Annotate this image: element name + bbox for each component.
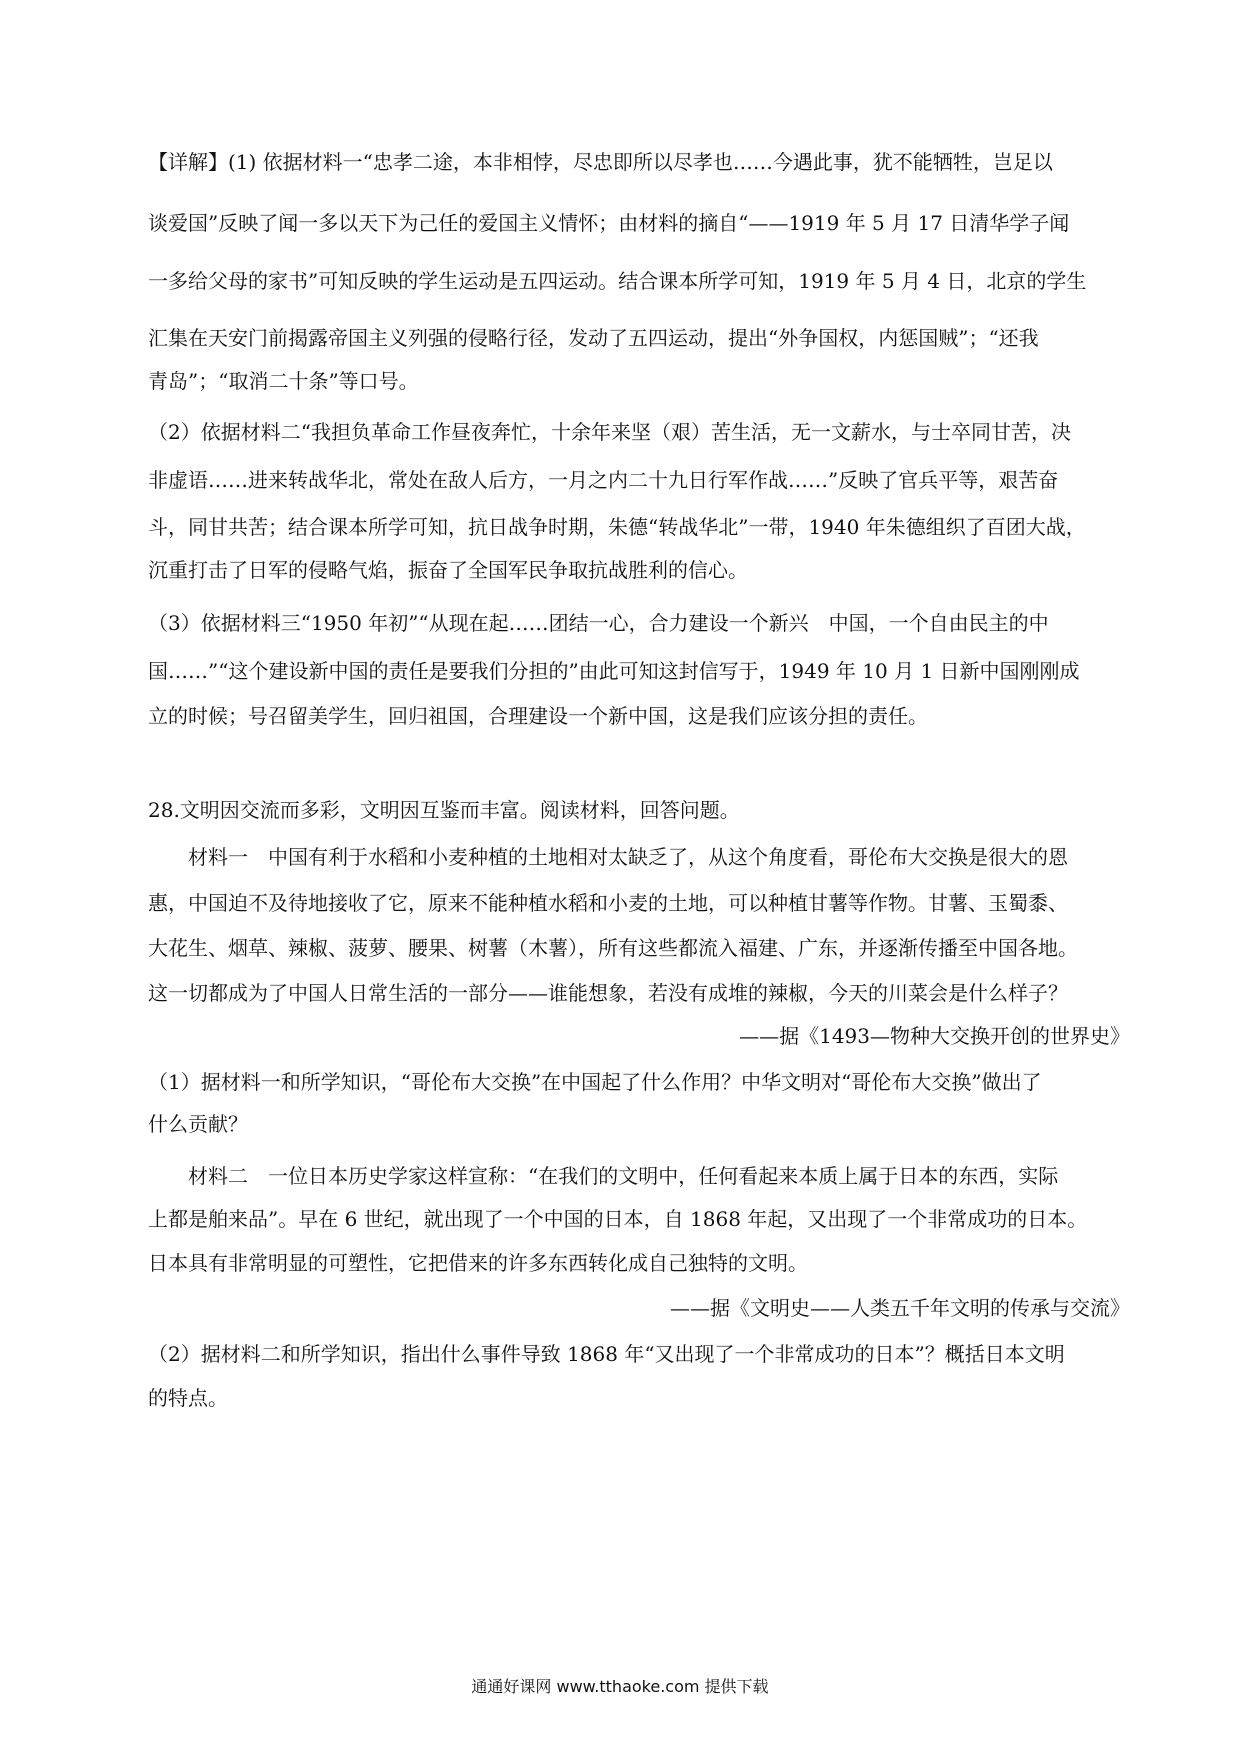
- sub-question-one: 什么贡献？: [148, 1112, 248, 1136]
- sub-question-two: （2）据材料二和所学知识，指出什么事件导致 1868 年“又出现了一个非常成功的日本”？概括日本文明: [148, 1342, 1065, 1366]
- explanation-line: 一多给父母的家书”可知反映的学生运动是五四运动。结合课本所学可知，1919 年 5 月 4 日，北京的学生: [148, 269, 1087, 293]
- material-one-line: 大花生、烟草、辣椒、菠萝、腰果、树薯（木薯），所有这些都流入福建、广东，并逐渐传播至中国各地。: [148, 936, 1078, 960]
- material-two-source: ——据《文明史——人类五千年文明的传承与交流》: [670, 1296, 1130, 1320]
- material-one-line: 这一切都成为了中国人日常生活的一部分——谁能想象，若没有成堆的辣椒，今天的川菜会是什么样子？: [148, 981, 1068, 1005]
- material-one-source: ——据《1493—物种大交换开创的世界史》: [739, 1024, 1130, 1048]
- material-two-line: 日本具有非常明显的可塑性，它把借来的许多东西转化成自己独特的文明。: [148, 1251, 808, 1275]
- explanation-line: 非虚语……进来转战华北，常处在敌人后方，一月之内二十九日行军作战……”反映了官兵平等，艰苦奋: [148, 468, 1059, 492]
- explanation-line: 立的时候；号召留美学生，回归祖国，合理建设一个新中国，这是我们应该分担的责任。: [148, 704, 928, 728]
- material-two-line: 材料二 一位日本历史学家这样宣称：“在我们的文明中，任何看起来本质上属于日本的东西，实际: [148, 1164, 1059, 1188]
- sub-question-two: 的特点。: [148, 1386, 228, 1410]
- explanation-line: （2）依据材料二“我担负革命工作昼夜奔忙，十余年来坚（艰）苦生活，无一文薪水，与士卒同甘苦，决: [148, 420, 1071, 444]
- explanation-line: 谈爱国”反映了闻一多以天下为己任的爱国主义情怀；由材料的摘自“——1919 年 5 月 17 日清华学子闻: [148, 211, 1070, 235]
- material-two-line: 上都是舶来品”。早在 6 世纪，就出现了一个中国的日本，自 1868 年起，又出现了一个非常成功的日本。: [148, 1207, 1088, 1231]
- explanation-line: 国……”“这个建设新中国的责任是要我们分担的”由此可知这封信写于，1949 年 10 月 1 日新中国刚刚成: [148, 659, 1080, 683]
- explanation-line: 汇集在天安门前揭露帝国主义列强的侵略行径，发动了五四运动，提出“外争国权，内惩国贼”；“还我: [148, 326, 1039, 350]
- material-one-line: 惠，中国迫不及待地接收了它，原来不能种植水稻和小麦的土地，可以种植甘薯等作物。甘薯、玉蜀黍、: [148, 891, 1068, 915]
- page-footer: 通通好课网 www.tthaoke.com 提供下载: [471, 1677, 769, 1696]
- explanation-line: 【详解】(1) 依据材料一“忠孝二途，本非相悖，尽忠即所以尽孝也……今遇此事，犹不能牺牲，岂足以: [148, 150, 1053, 174]
- explanation-line: 斗，同甘共苦；结合课本所学可知，抗日战争时期，朱德“转战华北”一带，1940 年朱德组织了百团大战，: [148, 515, 1086, 539]
- material-one-line: 材料一 中国有利于水稻和小麦种植的土地相对太缺乏了，从这个角度看，哥伦布大交换是很大的恩: [148, 845, 1068, 869]
- sub-question-one: （1）据材料一和所学知识，“哥伦布大交换”在中国起了什么作用？中华文明对“哥伦布大交换”做出了: [148, 1070, 1042, 1094]
- explanation-line: 沉重打击了日军的侵略气焰，振奋了全国军民争取抗战胜利的信心。: [148, 558, 748, 582]
- question-stem: 28.文明因交流而多彩，文明因互鉴而丰富。阅读材料，回答问题。: [148, 798, 740, 822]
- explanation-line: （3）依据材料三“1950 年初”“从现在起……团结一心，合力建设一个新兴 中国，一个自由民主的中: [148, 611, 1049, 635]
- explanation-line: 青岛”；“取消二十条”等口号。: [148, 369, 419, 393]
